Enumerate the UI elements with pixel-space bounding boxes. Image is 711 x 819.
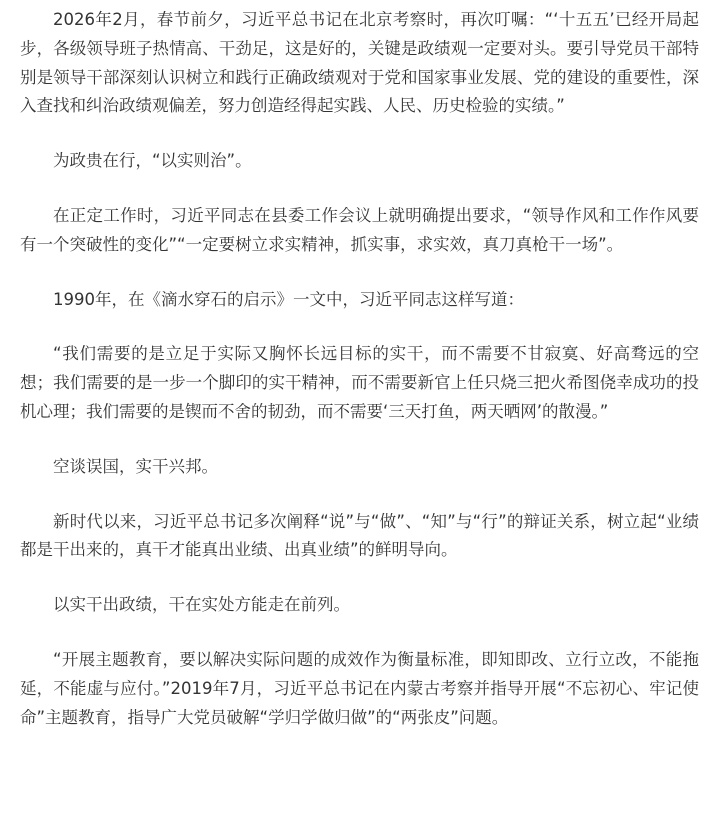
paragraph-zhengding-work: 在正定工作时，习近平同志在县委工作会议上就明确提出要求，“领导作风和工作作风要有一个突破性的变化”“一定要树立求实精神，抓实事，求实效，真刀真枪干一场”。: [20, 205, 699, 254]
paragraph-achievement-through-action: 以实干出政绩，干在实处方能走在前列。: [53, 595, 350, 615]
paragraph-1990-essay-intro: 1990年，在《滴水穿石的启示》一文中，习近平同志这样写道：: [53, 289, 524, 309]
paragraph-new-era: 新时代以来，习近平总书记多次阐释“说”与“做”、“知”与“行”的辩证关系，树立起“业绩都是干出来的，真干才能真出业绩、出真业绩”的鲜明导向。: [20, 511, 699, 560]
paragraph-empty-talk: 空谈误国，实干兴邦。: [53, 456, 218, 476]
paragraph-essay-quote: “我们需要的是立足于实际又胸怀长远目标的实干，而不需要不甘寂寞、好高骛远的空想；我们需要的是一步一个脚印的实干精神，而不需要新官上任只烧三把火希图侥幸成功的投机心理；我们需要的是锲而不舍的韧劲，而不需要‘三天打鱼，两天晒网’的散漫。”: [20, 344, 699, 421]
paragraph-beijing-inspection: 2026年2月，春节前夕，习近平总书记在北京考察时，再次叮嘱：“‘十五五’已经开局起步，各级领导班子热情高、干劲足，这是好的，关键是政绩观一定要对头。要引导党员干部特别是领导干部深刻认识树立和践行正确政绩观对于党和国家事业发展、党的建设的重要性，深入查找和纠治政绩观偏差，努力创造经得起实践、人民、历史检验的实绩。”: [20, 10, 699, 116]
paragraph-governance-in-action: 为政贵在行，“以实则治”。: [53, 151, 252, 171]
paragraph-theme-education: “开展主题教育，要以解决实际问题的成效作为衡量标准，即知即改、立行立改，不能拖延，不能虚与应付。”2019年7月，习近平总书记在内蒙古考察并指导开展“不忘初心、牢记使命”主题教育，指导广大党员破解“学归学做归做”的“两张皮”问题。: [20, 649, 699, 727]
